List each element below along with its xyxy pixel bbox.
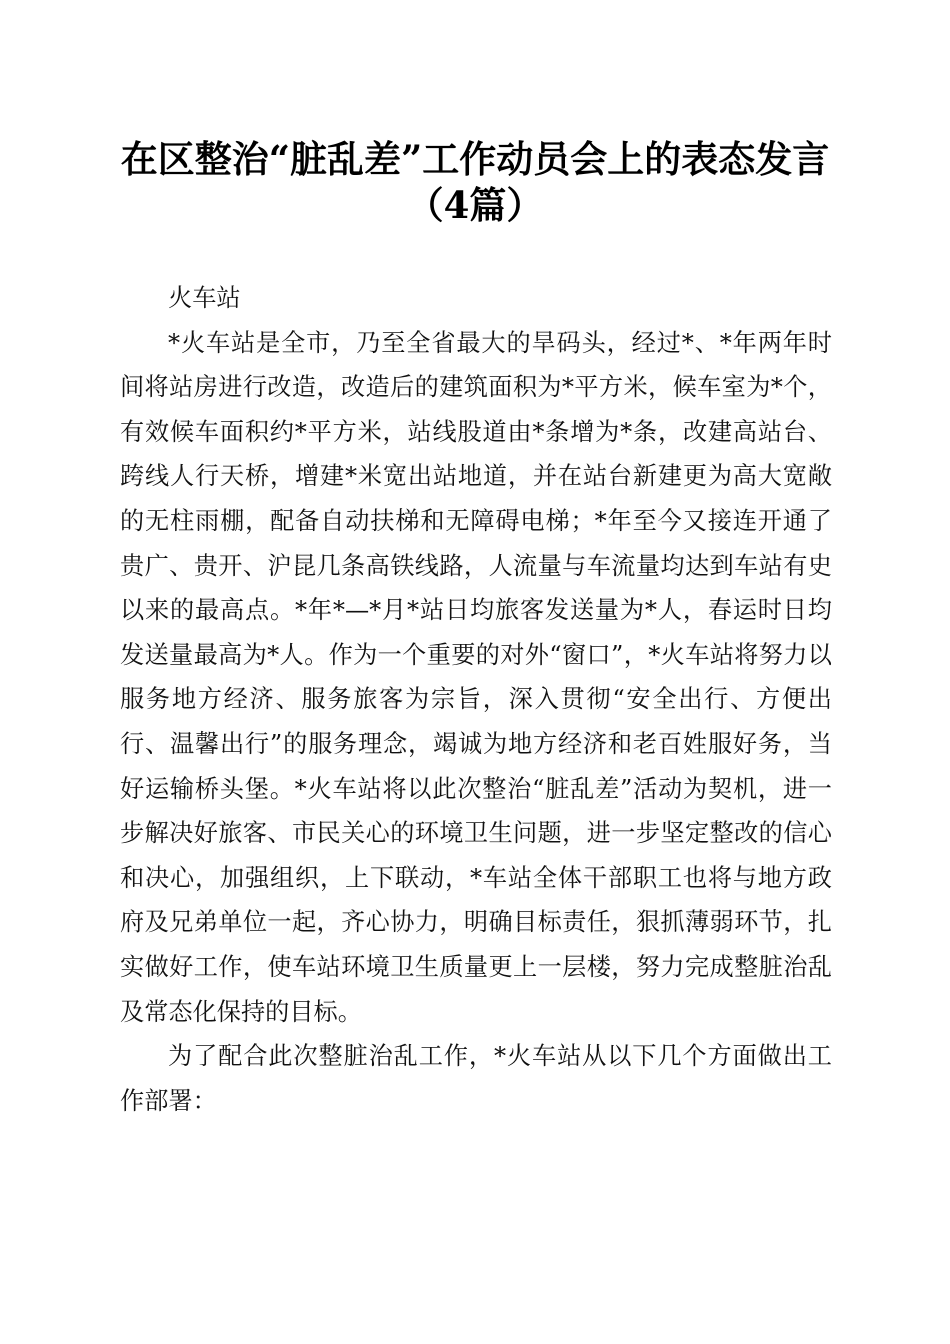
paragraph-2: 为了配合此次整脏治乱工作，*火车站从以下几个方面做出工作部署： xyxy=(120,1042,832,1115)
document-title-line1: 在区整治“脏乱差”工作动员会上的表态发言 xyxy=(120,137,830,181)
paragraph-1: *火车站是全市，乃至全省最大的旱码头，经过*、*年两年时间将站房进行改造，改造后的建筑面积为*平方米，候车室为*个，有效候车面积约*平方米，站线股道由*条增为*条，改建高站台、跨线人行天桥，增建*米宽出站地道，并在站台新建更为高大宽敞的无柱雨棚，配备自动扶梯和无障碍电梯；*年至今又接连开通了贵广、贵开、沪昆几条高铁线路，人流量与车流量均达到车站有史以来的最高点。*年*—*月*站日均旅客发送量为*人，春运时日均发送量最高为*人。作为一个重要的对外“窗口”，*火车站将努力以服务地方经济、服务旅客为宗旨，深入贯彻“安全出行、方便出行、温馨出行”的服务理念，竭诚为地方经济和老百姓服好务，当好运输桥头堡。*火车站将以此次整治“脏乱差”活动为契机，进一步解决好旅客、市民关心的环境卫生问题，进一步坚定整改的信心和决心，加强组织，上下联动，*车站全体干部职工也将与地方政府及兄弟单位一起，齐心协力，明确目标责任，狠抓薄弱环节，扎实做好工作，使车站环境卫生质量更上一层楼，努力完成整脏治乱及常态化保持的目标。 xyxy=(120,328,832,1026)
document-body xyxy=(120,276,832,1123)
section-heading: 火车站 xyxy=(168,284,241,312)
document-title-line2: （4篇） xyxy=(406,183,544,227)
